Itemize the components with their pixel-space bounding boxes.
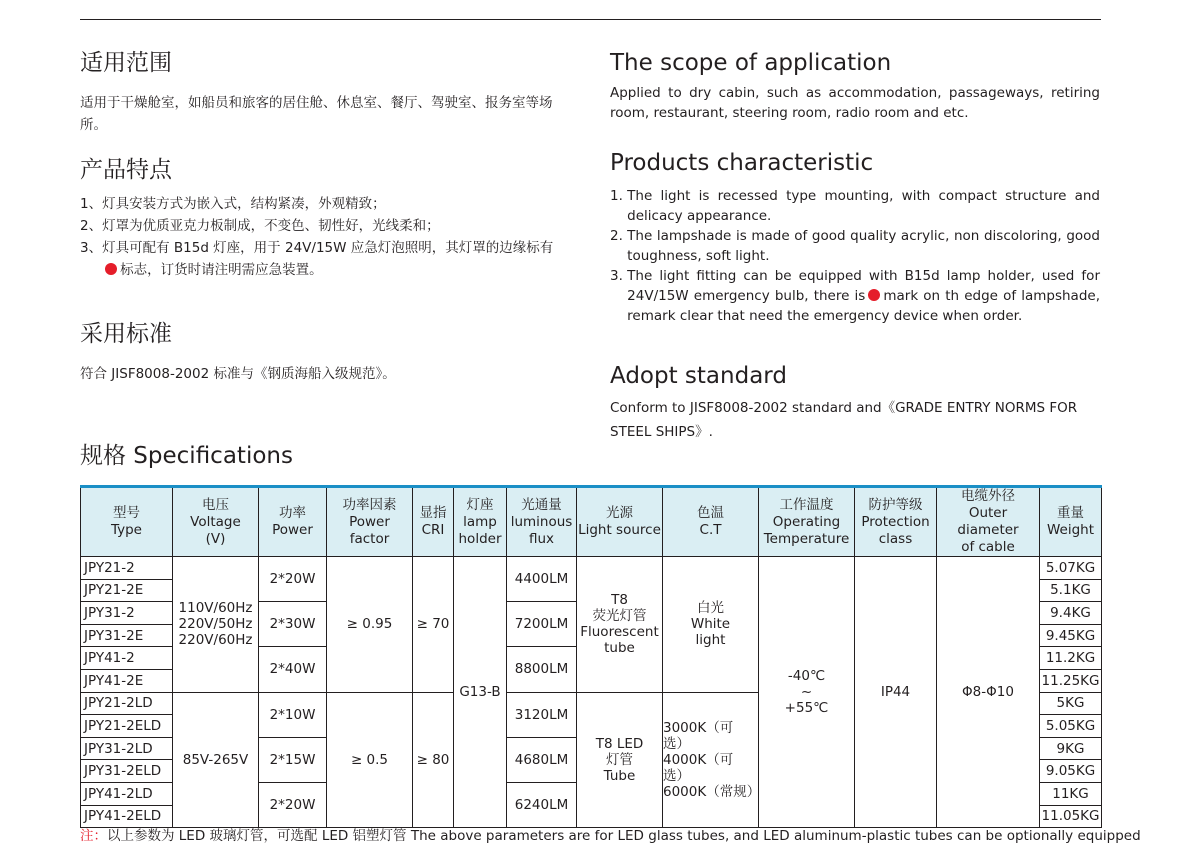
ct-cell [663,557,759,693]
flux-cell: 7200LM [507,602,577,647]
type-cell: JPY31-2ELD [81,760,173,783]
header-en: class [878,530,913,547]
spec-table [80,485,1102,828]
scope-title-cn: 适用范围 [80,50,172,76]
source-line: T8 [611,592,628,609]
cri-cell: ≥ 80 [413,692,454,828]
header-power-factor [327,487,413,557]
flux-cell: 3120LM [507,692,577,737]
power-cell: 2*40W [259,647,327,692]
power-cell: 2*30W [259,602,327,647]
power-cell: 2*10W [259,692,327,737]
feature-item-1-en [610,186,1100,226]
type-cell: JPY21-2E [81,579,173,602]
standard-title-cn: 采用标准 [80,321,172,347]
header-en: Light source [578,522,661,538]
header-cn: 型号 [113,505,140,521]
feature-num: 3、 [80,240,103,256]
feature3-before: The light fitting can be equipped with B15d lamp holder, used for 24V/15W emergency bulb, there is [627,268,1100,304]
feature-item-2-cn [80,215,567,237]
header-temperature [759,487,855,557]
header-en: Voltage [190,513,241,530]
weight-cell: 5.07KG [1040,557,1102,580]
source-line: Fluorescent [580,624,659,641]
weight-cell: 11.25KG [1040,669,1102,692]
header-en: C.T [699,522,722,538]
header-cri [413,487,454,557]
feature-num: 2. [610,228,628,244]
weight-cell: 9.05KG [1040,760,1102,783]
weight-cell: 5.05KG [1040,715,1102,738]
type-cell: JPY41-2 [81,647,173,670]
weight-cell: 11KG [1040,782,1102,805]
weight-cell: 9KG [1040,737,1102,760]
feature3-after: 标志，订货时请注明需应急装置。 [120,262,323,278]
features-list-en [610,186,1100,326]
source-line: T8 LED [595,735,644,752]
feature-text: 灯具安装方式为嵌入式，结构紧凑，外观精致； [102,196,386,212]
source-line: tube [604,640,635,657]
temp-line: -40℃ [787,668,826,685]
top-divider [80,19,1101,20]
header-en: of cable [961,539,1015,555]
header-en: luminous [510,513,573,530]
header-en: Power [272,522,313,538]
header-en: Weight [1046,522,1095,538]
cri-cell: ≥ 70 [413,557,454,693]
feature-item-2-en [610,226,1100,266]
header-voltage [173,487,259,557]
features-title-cn: 产品特点 [80,157,172,183]
power-factor-cell: ≥ 0.5 [327,692,413,828]
header-en: Temperature [763,530,850,547]
feature-item-3-cn [80,237,567,281]
voltage-line: 220V/50Hz [178,616,253,633]
power-cell: 2*20W [259,557,327,602]
ct-line: 6000K（常规） [663,783,761,800]
header-cn: 光通量 [521,496,562,513]
weight-cell: 9.4KG [1040,602,1102,625]
header-en: Power [349,513,390,530]
source-line: 荧光灯管 [592,608,647,625]
header-cn: 色温 [697,505,724,521]
flux-cell: 4680LM [507,737,577,782]
flux-cell: 8800LM [507,647,577,692]
emergency-mark-icon [105,263,117,275]
header-cn: 电缆外径 [961,488,1015,504]
type-cell: JPY31-2E [81,624,173,647]
scope-text-cn: 适用于干燥舱室，如船员和旅客的居住舱、休息室、餐厅、驾驶室、报务室等场所。 [80,95,553,133]
temperature-cell [759,557,855,828]
feature3-before: 灯具可配有 B15d 灯座，用于 24V/15W 应急灯泡照明，其灯罩的边缘标有 [102,240,554,256]
power-cell: 2*20W [259,782,327,827]
feature-item-1-cn [80,193,567,215]
standard-text-en: Conform to JISF8008-2002 standard and《GRADE ENTRY NORMS FOR STEEL SHIPS》. [610,400,1078,440]
type-cell: JPY21-2ELD [81,715,173,738]
header-en: Outer diameter [957,505,1019,538]
features-title-en: Products characteristic [610,150,874,176]
header-flux [507,487,577,557]
ct-cell [663,692,759,828]
type-cell: JPY31-2LD [81,737,173,760]
source-cell [577,692,663,828]
type-cell: JPY31-2 [81,602,173,625]
voltage-cell [173,557,259,693]
type-cell: JPY41-2ELD [81,805,173,828]
feature-num: 1、 [80,196,103,212]
header-en: holder [458,530,502,547]
header-cn: 显指 [419,505,447,521]
spec-title: 规格 Specifications [80,443,293,469]
ct-line: 3000K（可选） [663,719,734,752]
header-power [259,487,327,557]
source-line: 灯管 [606,751,633,768]
header-en: Type [110,522,142,538]
header-en: Protection [861,513,930,530]
header-en: (V) [205,530,226,547]
feature-num: 2、 [80,218,103,234]
header-cn: 灯座 [466,496,494,513]
weight-cell: 11.05KG [1040,805,1102,828]
header-source [577,487,663,557]
table-row [81,557,1102,580]
temp-line: ~ [800,684,813,701]
protection-cell: IP44 [855,557,937,828]
feature-text: 灯罩为优质亚克力板制成，不变色、韧性好，光线柔和； [102,218,440,234]
feature-text: The lampshade is made of good quality acrylic, non discoloring, good toughness, soft light. [627,228,1100,264]
power-cell: 2*15W [259,737,327,782]
header-type [81,487,173,557]
feature3-after: mark on th edge of lampshade, remark clear that need the emergency device when order. [627,288,1100,324]
header-ct [663,487,759,557]
ct-line: 白光 [697,600,724,617]
left-column [80,48,567,385]
type-cell: JPY21-2LD [81,692,173,715]
scope-title-en: The scope of application [610,50,892,76]
spec-header-row [81,487,1102,557]
source-cell [577,557,663,693]
header-en: CRI [421,522,445,538]
ct-line: 4000K（可选） [663,751,734,784]
header-cn: 功率 [279,505,306,521]
header-cn: 光源 [606,505,633,521]
features-list-cn [80,193,567,281]
feature-item-3-en [610,266,1100,326]
feature-text [627,266,1100,326]
header-weight [1040,487,1102,557]
type-cell: JPY21-2 [81,557,173,580]
voltage-line: 220V/60Hz [178,632,253,649]
weight-cell: 5.1KG [1040,579,1102,602]
header-cn: 防护等级 [868,496,923,513]
header-cn: 重量 [1057,505,1084,521]
weight-cell: 5KG [1040,692,1102,715]
temp-line: +55℃ [784,700,829,717]
footnote-label: 注： [80,828,107,844]
footnote-text: 以上参数为 LED 玻璃灯管，可选配 LED 铝塑灯管 The above parameters are for LED glass tubes, and LED aluminum-plastic tubes can be optionally equipped [107,828,1141,844]
feature-text [102,237,567,281]
header-en: factor [349,530,390,547]
header-en: lamp [463,513,497,530]
standard-title-en: Adopt standard [610,363,787,389]
header-cn: 功率因素 [342,496,397,513]
voltage-cell: 85V-265V [173,692,259,828]
source-line: Tube [603,767,636,784]
right-column [610,48,1100,444]
type-cell: JPY41-2LD [81,782,173,805]
ct-line: White [690,616,731,633]
feature-num: 1. [610,188,628,204]
header-cn: 工作温度 [779,496,834,513]
header-en: Operating [772,513,841,530]
header-en: flux [528,530,555,547]
voltage-line: 110V/60Hz [178,600,253,617]
header-cable [937,487,1040,557]
weight-cell: 11.2KG [1040,647,1102,670]
scope-text-en: Applied to dry cabin, such as accommodation, passageways, retiring room, restaurant, steering room, radio room and etc. [610,85,1100,121]
power-factor-cell: ≥ 0.95 [327,557,413,693]
feature-text: The light is recessed type mounting, with compact structure and delicacy appearance. [627,188,1100,224]
header-holder [454,487,507,557]
flux-cell: 6240LM [507,782,577,827]
standard-text-cn: 符合 JISF8008-2002 标准与《钢质海船入级规范》。 [80,366,396,382]
flux-cell: 4400LM [507,557,577,602]
header-cn: 电压 [202,496,229,513]
footnote [80,826,1141,846]
holder-cell: G13-B [454,557,507,828]
ct-line: light [695,632,726,649]
type-cell: JPY41-2E [81,669,173,692]
weight-cell: 9.45KG [1040,624,1102,647]
cable-cell: Φ8-Φ10 [937,557,1040,828]
header-protection [855,487,937,557]
feature-num: 3. [610,268,628,284]
emergency-mark-icon [868,289,880,301]
